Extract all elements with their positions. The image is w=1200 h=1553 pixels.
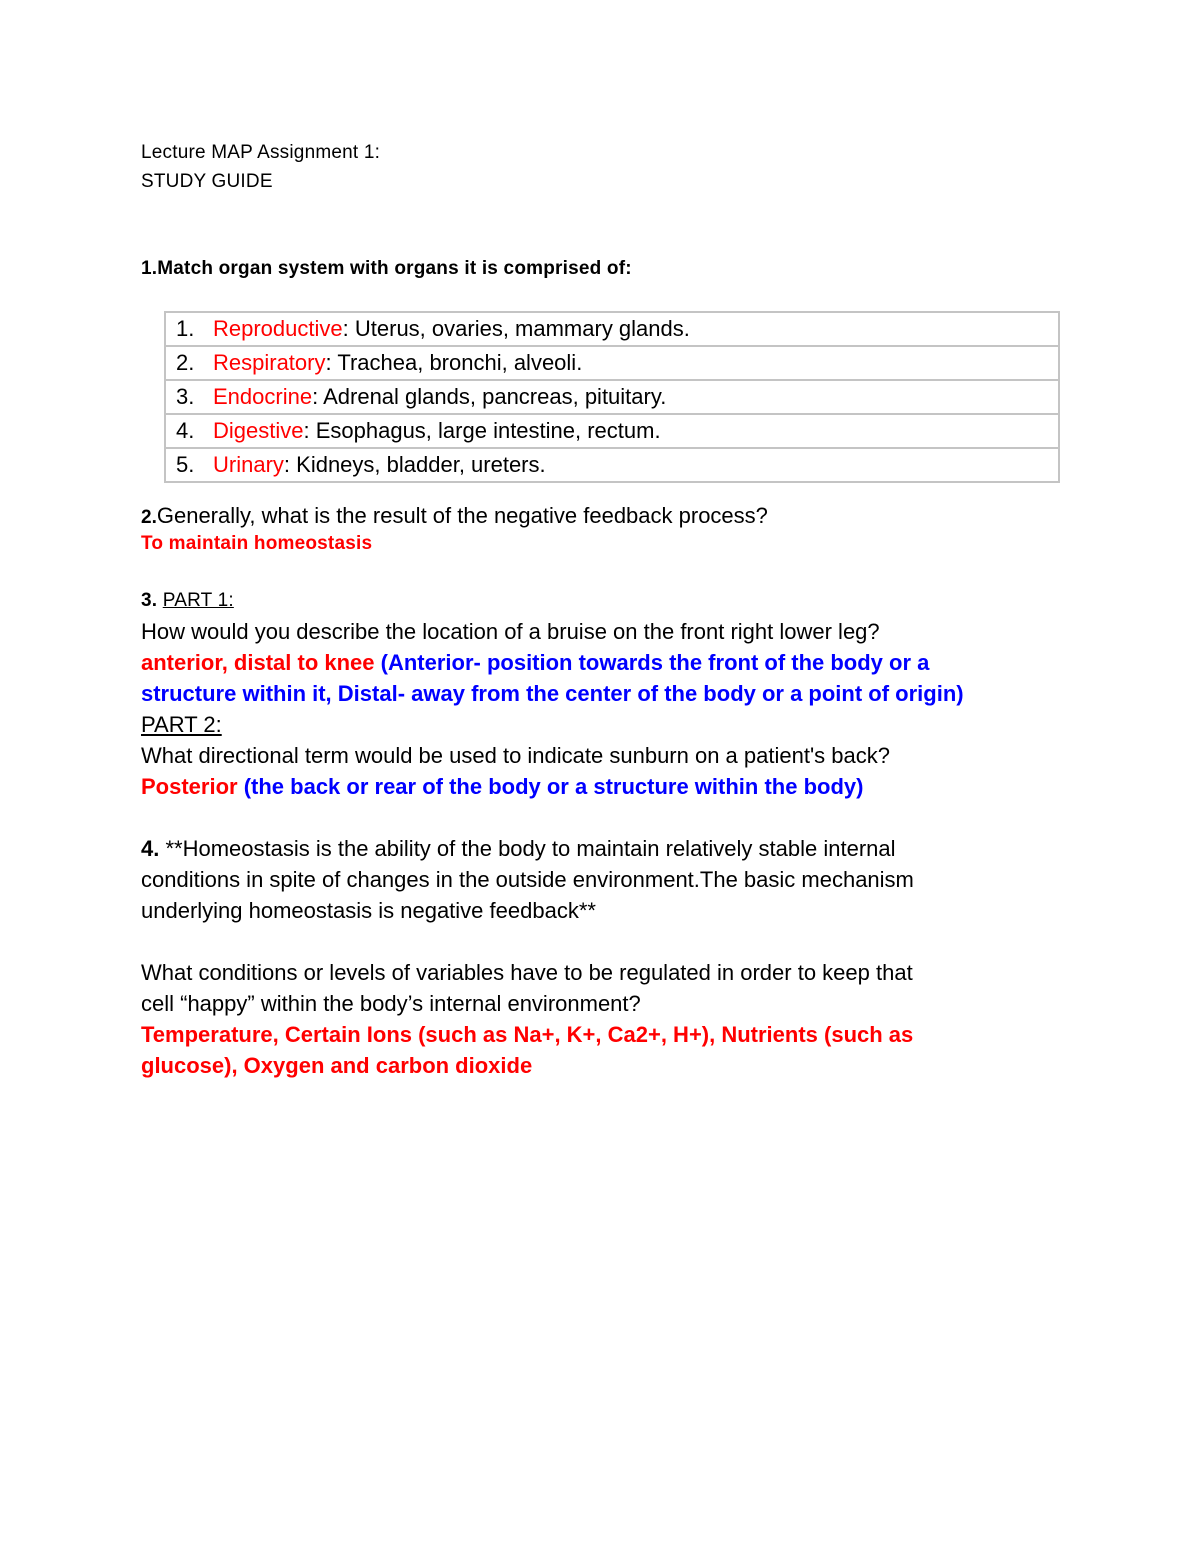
row-separator: : — [342, 316, 349, 341]
q4-statement-line1 — [141, 833, 896, 864]
q3-part2-question: What directional term would be used to indicate sunburn on a patient's back? — [141, 743, 890, 768]
organ-list: Esophagus, large intestine, rectum. — [309, 418, 661, 443]
row-number: 3. — [176, 384, 195, 409]
q3-part1-answer-line — [141, 647, 929, 678]
q4-number: 4. — [141, 836, 160, 861]
organ-list: Adrenal glands, pancreas, pituitary. — [318, 384, 667, 409]
q2-question — [141, 500, 768, 533]
organ-system-name: Urinary — [213, 452, 284, 477]
q4-statement-text: **Homeostasis is the ability of the body to maintain relatively stable internal — [159, 836, 896, 861]
page-subtitle: STUDY GUIDE — [141, 171, 273, 192]
table-row — [166, 381, 1058, 415]
page-title: Lecture MAP Assignment 1: — [141, 142, 381, 163]
q3-part1-label: PART 1: — [162, 590, 234, 611]
table-row — [166, 347, 1058, 381]
row-number: 1. — [176, 316, 195, 341]
row-number: 5. — [176, 452, 195, 477]
q4-statement-line3: underlying homeostasis is negative feedback** — [141, 898, 596, 923]
organ-system-name: Digestive — [213, 418, 304, 443]
q3-header — [141, 590, 234, 612]
organ-system-table — [164, 311, 1060, 483]
row-number: 4. — [176, 418, 195, 443]
q3-part1-explanation-cont: structure within it, Distal- away from the center of the body or a point of origin) — [141, 681, 964, 706]
organ-list: Uterus, ovaries, mammary glands. — [348, 316, 690, 341]
row-separator: : — [312, 384, 319, 409]
table-row — [166, 415, 1058, 449]
table-row — [166, 449, 1058, 481]
q3-part2-answer: Posterior — [141, 774, 238, 799]
q3-part1-answer: anterior, distal to knee — [141, 650, 375, 675]
table-row — [166, 313, 1058, 347]
q3-part2-explanation: (the back or rear of the body or a structure within the body) — [237, 774, 864, 799]
q3-part2-label: PART 2: — [141, 712, 222, 737]
q3-part2-answer-line — [141, 771, 863, 802]
row-separator: : — [303, 418, 310, 443]
q3-number: 3. — [141, 590, 163, 611]
organ-system-name: Reproductive — [213, 316, 343, 341]
row-separator: : — [283, 452, 291, 477]
q4-answer-line1: Temperature, Certain Ions (such as Na+, K+, Ca2+, H+), Nutrients (such as — [141, 1022, 914, 1047]
q2-answer: To maintain homeostasis — [141, 533, 373, 554]
q4-statement-line2: conditions in spite of changes in the outside environment.The basic mechanism — [141, 867, 914, 892]
q3-part1-question: How would you describe the location of a bruise on the front right lower leg? — [141, 619, 880, 644]
organ-system-name: Respiratory — [213, 350, 326, 375]
q2-question-text: Generally, what is the result of the negative feedback process? — [156, 503, 768, 528]
row-separator: : — [325, 350, 332, 375]
q4-question-line2: cell “happy” within the body’s internal environment? — [141, 991, 641, 1016]
q4-question-line1: What conditions or levels of variables have to be regulated in order to keep that — [141, 960, 913, 985]
q3-part1-explanation: (Anterior- position towards the front of the body or a — [374, 650, 930, 675]
organ-list: Trachea, bronchi, alveoli. — [331, 350, 583, 375]
row-number: 2. — [176, 350, 195, 375]
q4-answer-line2: glucose), Oxygen and carbon dioxide — [141, 1053, 533, 1078]
organ-list: Kidneys, bladder, ureters. — [290, 452, 546, 477]
q1-prompt: 1.Match organ system with organs it is comprised of: — [141, 258, 632, 279]
q2-number: 2. — [141, 507, 157, 528]
organ-system-name: Endocrine — [213, 384, 313, 409]
